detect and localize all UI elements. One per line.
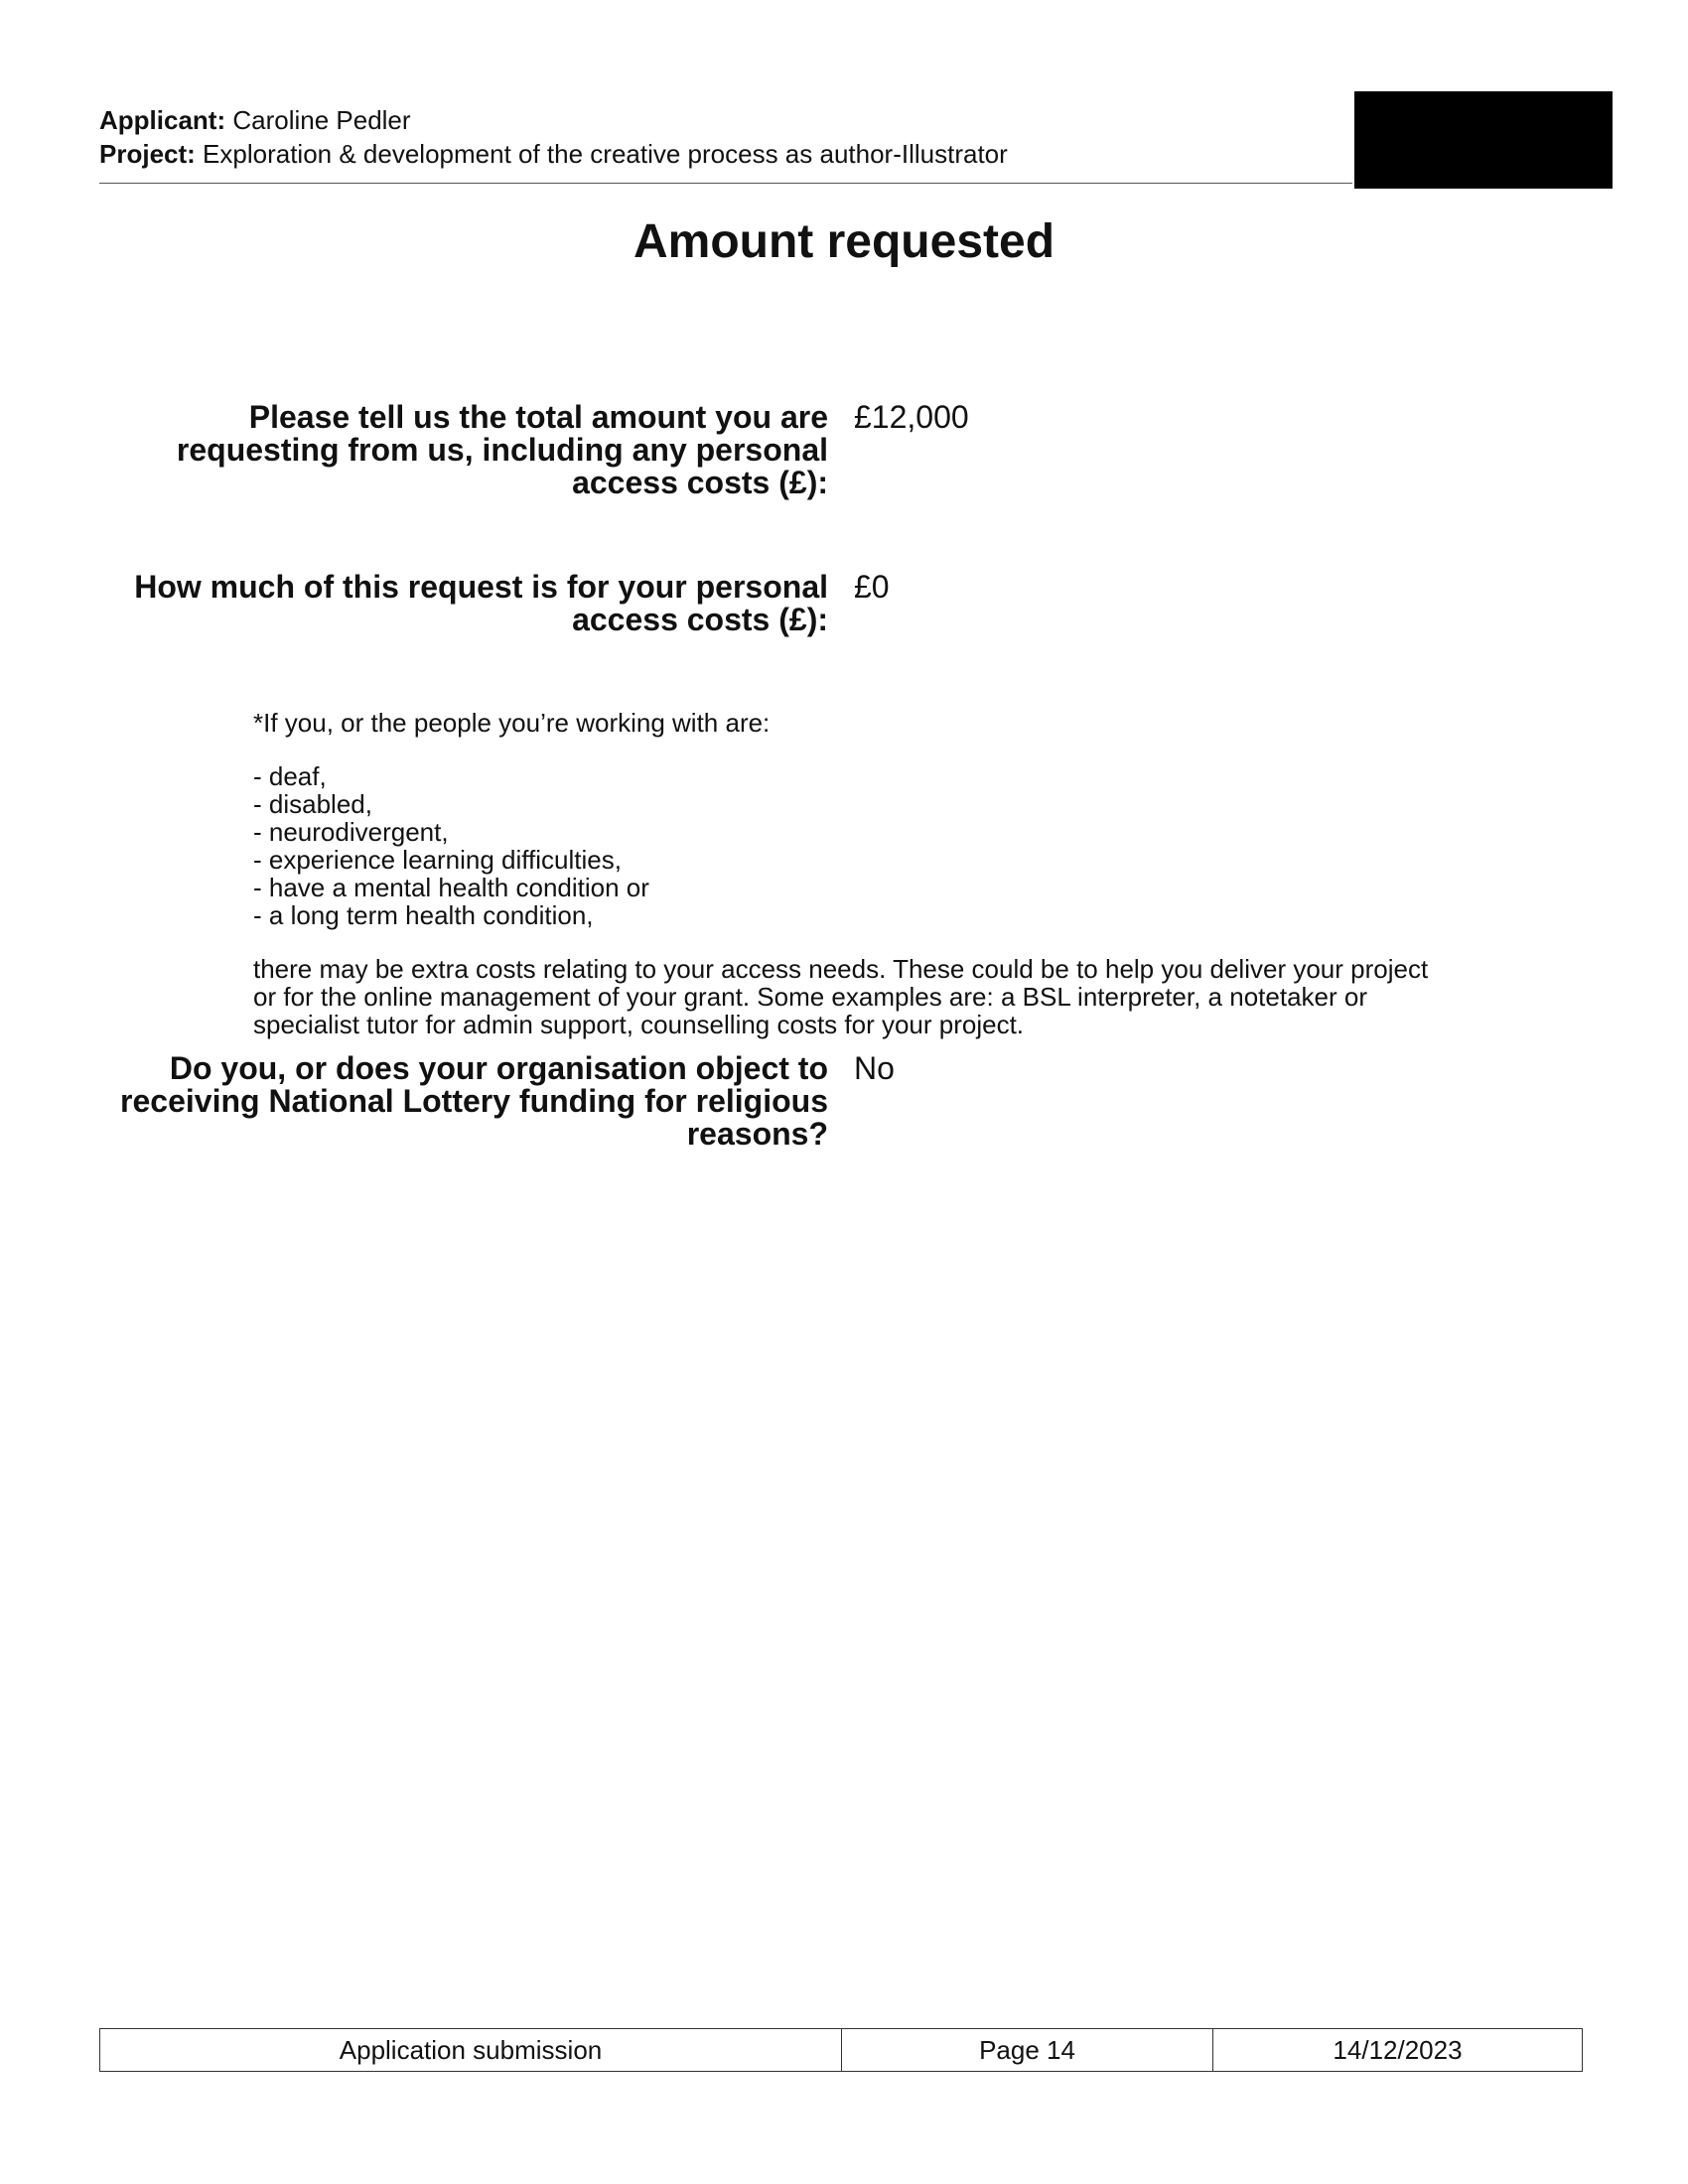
note-list: [253, 762, 1445, 929]
project-name: Exploration & development of the creative process as author-Illustrator: [203, 139, 1008, 169]
answer-value: £0: [854, 569, 890, 605]
page-title-text: Amount requested: [633, 215, 1055, 268]
answer-value: No: [854, 1050, 895, 1086]
footer-document-type: Application submission: [100, 2029, 842, 2071]
redaction-block: [1354, 91, 1613, 189]
project-label: Project:: [99, 139, 196, 169]
question-label: Please tell us the total amount you are requesting from us, including any personal access costs (£):: [176, 399, 828, 500]
applicant-name: Caroline Pedler: [232, 105, 411, 135]
list-item: - experience learning difficulties,: [253, 845, 622, 875]
answer-value: £12,000: [854, 399, 969, 435]
applicant-line: [99, 103, 1352, 137]
question-label: Do you, or does your organisation object to receiving National Lottery funding for religious reasons?: [120, 1050, 828, 1152]
footer-date: 14/12/2023: [1333, 2034, 1463, 2065]
document-header: [99, 103, 1352, 184]
list-item: - deaf,: [253, 761, 327, 791]
list-item: - neurodivergent,: [253, 817, 449, 847]
project-line: [99, 137, 1352, 171]
list-item: - have a mental health condition or: [253, 873, 649, 902]
note-intro: *If you, or the people you’re working with are:: [253, 708, 771, 738]
applicant-label: Applicant:: [99, 105, 226, 135]
list-item: - disabled,: [253, 789, 372, 819]
note-outro: there may be extra costs relating to your access needs. These could be to help you deliver your project or for the online management of your grant. Some examples are: a BSL interpreter, a notetaker or specialist tutor for admin support, counselling costs for your project.: [253, 954, 1429, 1039]
footer-page-number: Page 14: [842, 2029, 1213, 2071]
document-footer: [99, 2028, 1583, 2072]
page-title: [0, 212, 1688, 272]
question-label: How much of this request is for your personal access costs (£):: [134, 569, 828, 637]
access-costs-note: [253, 709, 1445, 1038]
list-item: - a long term health condition,: [253, 900, 594, 930]
